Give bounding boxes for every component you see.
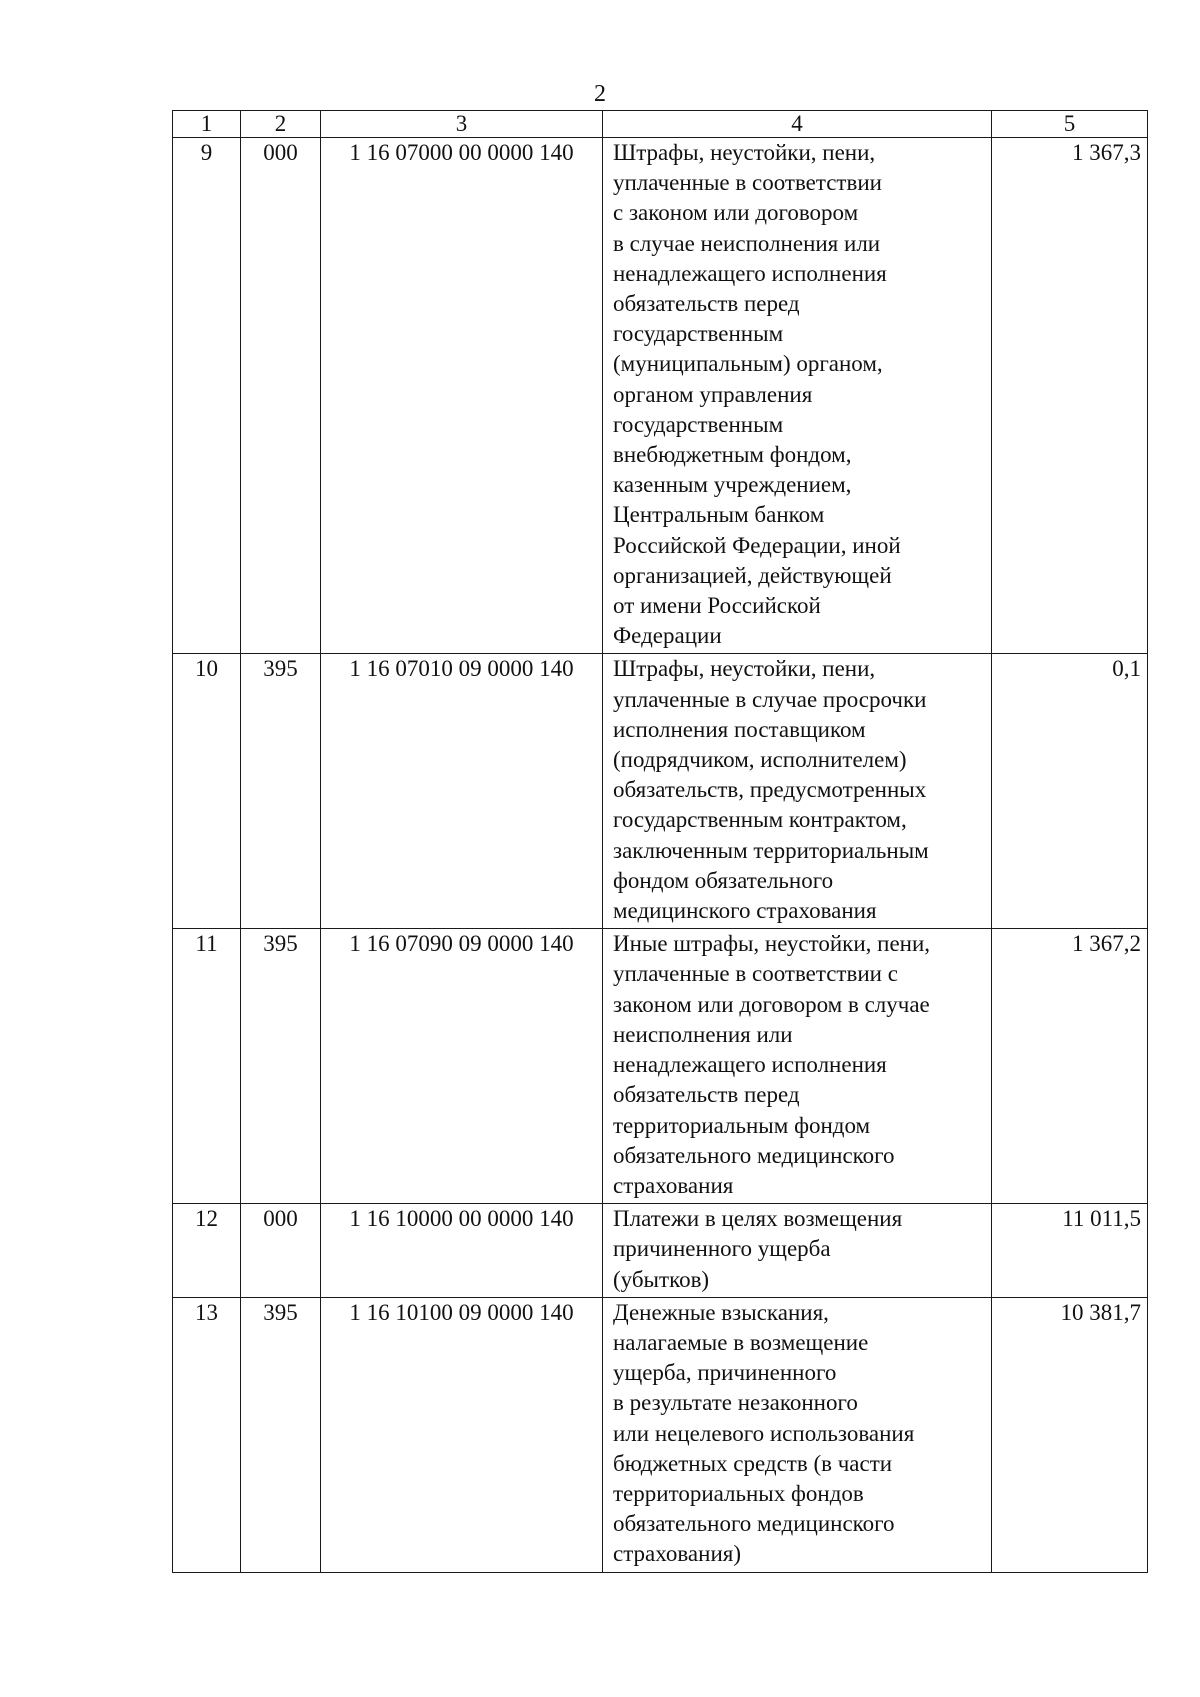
revenue-name-line: государственным bbox=[613, 411, 784, 437]
revenue-name-cell bbox=[603, 654, 992, 929]
revenue-name-line: внебюджетным фондом, bbox=[613, 442, 852, 468]
header-col-5: 5 bbox=[992, 111, 1148, 138]
header-col-2: 2 bbox=[241, 111, 321, 138]
table-row bbox=[173, 138, 1148, 654]
row-number-cell: 12 bbox=[173, 1204, 241, 1298]
header-col-3: 3 bbox=[321, 111, 603, 138]
revenue-name-cell bbox=[603, 138, 992, 654]
revenue-name-cell bbox=[603, 929, 992, 1204]
revenue-name-line: в результате незаконного bbox=[613, 1390, 858, 1416]
revenue-name-line: или нецелевого использования bbox=[613, 1420, 915, 1446]
admin-code-cell: 395 bbox=[241, 1297, 321, 1572]
revenue-name-line: обязательного медицинского bbox=[613, 1511, 895, 1537]
revenue-name-line: Российской Федерации, иной bbox=[613, 532, 901, 558]
revenue-name-line: Центральным банком bbox=[613, 502, 825, 528]
revenue-name-line: казенным учреждением, bbox=[613, 472, 852, 498]
revenue-name-line: (муниципальным) органом, bbox=[613, 351, 883, 377]
revenue-name-line: ненадлежащего исполнения bbox=[613, 1052, 887, 1078]
revenue-name-line: органом управления bbox=[613, 381, 813, 407]
revenue-name-line: (подрядчиком, исполнителем) bbox=[613, 747, 907, 773]
header-col-1: 1 bbox=[173, 111, 241, 138]
revenue-name-line: бюджетных средств (в части bbox=[613, 1450, 893, 1476]
admin-code-cell: 395 bbox=[241, 929, 321, 1204]
row-number-cell: 10 bbox=[173, 654, 241, 929]
table-body bbox=[173, 138, 1148, 1573]
revenue-name-line: уплаченные в соответствии с bbox=[613, 961, 898, 987]
revenue-name-line: страхования bbox=[613, 1172, 734, 1198]
revenue-name-line: причиненного ущерба bbox=[613, 1236, 831, 1262]
amount-cell: 1 367,2 bbox=[992, 929, 1148, 1204]
revenue-name-line: медицинского страхования bbox=[613, 898, 877, 924]
admin-code-cell: 395 bbox=[241, 654, 321, 929]
revenue-name-line: Денежные взыскания, bbox=[613, 1299, 829, 1325]
row-number-cell: 11 bbox=[173, 929, 241, 1204]
table-row bbox=[173, 1297, 1148, 1572]
budget-code-cell: 1 16 07010 09 0000 140 bbox=[321, 654, 603, 929]
revenue-name-line: уплаченные в соответствии bbox=[613, 170, 882, 196]
revenue-name-line: обязательств перед bbox=[613, 291, 800, 317]
budget-code-cell: 1 16 07090 09 0000 140 bbox=[321, 929, 603, 1204]
revenue-name-line: Штрафы, неустойки, пени, bbox=[613, 140, 876, 165]
revenue-name-line: Штрафы, неустойки, пени, bbox=[613, 656, 876, 682]
revenue-name-line: уплаченные в случае просрочки bbox=[613, 686, 927, 712]
budget-revenue-table bbox=[172, 110, 1148, 1573]
row-number-cell: 13 bbox=[173, 1297, 241, 1572]
table-header bbox=[173, 111, 1148, 138]
revenue-name-line: страхования) bbox=[613, 1541, 741, 1567]
header-row bbox=[173, 111, 1148, 138]
admin-code-cell: 000 bbox=[241, 1204, 321, 1298]
budget-code-cell: 1 16 10000 00 0000 140 bbox=[321, 1204, 603, 1298]
budget-code-cell: 1 16 07000 00 0000 140 bbox=[321, 138, 603, 654]
header-col-4: 4 bbox=[603, 111, 992, 138]
revenue-name-line: государственным контрактом, bbox=[613, 807, 907, 833]
revenue-name-cell bbox=[603, 1297, 992, 1572]
revenue-name-line: обязательств перед bbox=[613, 1082, 800, 1108]
revenue-name-line: неисполнения или bbox=[613, 1021, 793, 1047]
revenue-name-line: исполнения поставщиком bbox=[613, 716, 866, 742]
table-row bbox=[173, 929, 1148, 1204]
revenue-name-line: территориальных фондов bbox=[613, 1480, 864, 1506]
revenue-name-line: организацией, действующей bbox=[613, 562, 892, 588]
revenue-name-line: с законом или договором bbox=[613, 200, 859, 226]
page-number: 2 bbox=[594, 81, 606, 107]
revenue-name-line: государственным bbox=[613, 321, 784, 347]
table-row bbox=[173, 654, 1148, 929]
revenue-name-line: законом или договором в случае bbox=[613, 991, 930, 1017]
revenue-name-line: Платежи в целях возмещения bbox=[613, 1206, 903, 1232]
admin-code-cell: 000 bbox=[241, 138, 321, 654]
revenue-name-line: в случае неисполнения или bbox=[613, 230, 881, 256]
revenue-name-line: заключенным территориальным bbox=[613, 837, 929, 863]
revenue-name-line: ненадлежащего исполнения bbox=[613, 260, 887, 286]
revenue-name-line: (убытков) bbox=[613, 1266, 710, 1292]
revenue-name-line: налагаемые в возмещение bbox=[613, 1329, 869, 1355]
revenue-name-line: территориальным фондом bbox=[613, 1112, 871, 1138]
amount-cell: 11 011,5 bbox=[992, 1204, 1148, 1298]
revenue-name-line: ущерба, причиненного bbox=[613, 1360, 837, 1386]
revenue-name-line: от имени Российской bbox=[613, 593, 821, 619]
revenue-name-line: Федерации bbox=[613, 623, 722, 649]
table-row bbox=[173, 1204, 1148, 1298]
revenue-name-line: Иные штрафы, неустойки, пени, bbox=[613, 931, 931, 957]
revenue-name-line: обязательного медицинского bbox=[613, 1142, 895, 1168]
revenue-name-cell bbox=[603, 1204, 992, 1298]
row-number-cell: 9 bbox=[173, 138, 241, 654]
amount-cell: 0,1 bbox=[992, 654, 1148, 929]
amount-cell: 1 367,3 bbox=[992, 138, 1148, 654]
budget-code-cell: 1 16 10100 09 0000 140 bbox=[321, 1297, 603, 1572]
revenue-name-line: фондом обязательного bbox=[613, 867, 834, 893]
amount-cell: 10 381,7 bbox=[992, 1297, 1148, 1572]
revenue-name-line: обязательств, предусмотренных bbox=[613, 777, 927, 803]
